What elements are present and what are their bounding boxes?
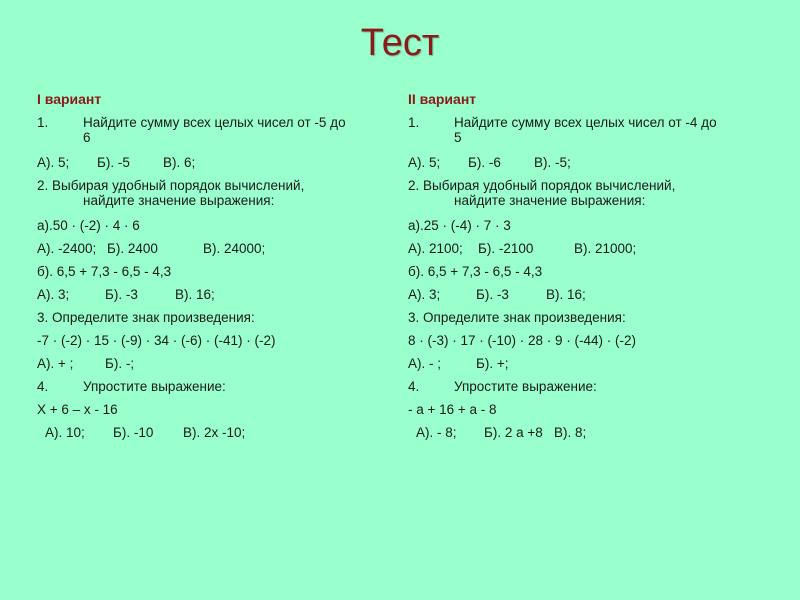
option-c: В). 21000; bbox=[574, 241, 637, 256]
question-2a-expression bbox=[408, 218, 748, 238]
question-4-expression bbox=[37, 402, 377, 422]
option-a: А). 5; bbox=[408, 155, 441, 170]
question-2-text-line-2: найдите значение выражения: bbox=[83, 193, 275, 208]
question-4-options bbox=[408, 425, 748, 445]
variant-1-column bbox=[37, 92, 377, 448]
variant-2-column bbox=[408, 92, 748, 448]
question-2b-expr-text: б). 6,5 + 7,3 - 6,5 - 4,3 bbox=[408, 264, 543, 279]
question-2-text-line-2: найдите значение выражения: bbox=[454, 193, 646, 208]
option-b: Б). -2100 bbox=[478, 241, 534, 256]
question-1-text: Найдите сумму всех целых чисел от -4 до 5 bbox=[454, 115, 717, 145]
option-a: А). - ; bbox=[408, 356, 441, 371]
option-a: А). 5; bbox=[37, 155, 70, 170]
question-3-options bbox=[408, 356, 748, 376]
question-1-options bbox=[37, 155, 377, 175]
option-a: А). 3; bbox=[37, 287, 70, 302]
option-a: А). 3; bbox=[408, 287, 441, 302]
option-b: Б). -5 bbox=[97, 155, 130, 170]
question-4 bbox=[408, 379, 748, 399]
question-3-options bbox=[37, 356, 377, 376]
question-1 bbox=[37, 115, 377, 151]
question-2a-expression bbox=[37, 218, 377, 238]
question-3-expression bbox=[37, 333, 377, 353]
question-1-number: 1. bbox=[408, 115, 420, 130]
question-3-text: 3. Определите знак произведения: bbox=[37, 310, 255, 325]
question-3-text: 3. Определите знак произведения: bbox=[408, 310, 626, 325]
question-2a-expr-text: а).50 · (-2) · 4 · 6 bbox=[37, 218, 140, 233]
question-2b-expression bbox=[37, 264, 377, 284]
option-b: Б). 2 а +8 bbox=[484, 425, 543, 440]
option-a: А). -2400; bbox=[37, 241, 97, 256]
question-2b-options bbox=[408, 287, 748, 307]
option-c: В). 16; bbox=[175, 287, 215, 302]
option-c: В). 8; bbox=[554, 425, 587, 440]
variant-1-heading: I вариант bbox=[37, 91, 102, 107]
option-b: Б). -6 bbox=[468, 155, 501, 170]
question-2a-options bbox=[408, 241, 748, 261]
option-b: Б). -3 bbox=[476, 287, 509, 302]
option-c: В). 16; bbox=[546, 287, 586, 302]
option-c: В). -5; bbox=[534, 155, 571, 170]
question-2b-expression bbox=[408, 264, 748, 284]
question-3 bbox=[408, 310, 748, 330]
option-c: В). 6; bbox=[163, 155, 196, 170]
option-c: В). 2х -10; bbox=[183, 425, 246, 440]
option-c: В). 24000; bbox=[203, 241, 266, 256]
option-b: Б). -10 bbox=[113, 425, 154, 440]
question-3-expr-text: 8 · (-3) · 17 · (-10) · 28 · 9 · (-44) · (-2) bbox=[408, 333, 637, 348]
page-title: Тест bbox=[360, 22, 440, 64]
question-1-text: Найдите сумму всех целых чисел от -5 до 6 bbox=[83, 115, 346, 145]
question-2 bbox=[37, 178, 377, 214]
question-4-options bbox=[37, 425, 377, 445]
option-b: Б). +; bbox=[476, 356, 509, 371]
question-2-text-line-1: 2. Выбирая удобный порядок вычислений, bbox=[37, 178, 305, 193]
question-4-expr-text: Х + 6 – х - 16 bbox=[37, 402, 118, 417]
question-4-expression bbox=[408, 402, 748, 422]
option-b: Б). -; bbox=[105, 356, 135, 371]
question-4-expr-text: - а + 16 + а - 8 bbox=[408, 402, 497, 417]
question-4-number: 4. bbox=[37, 379, 49, 394]
option-a: А). 2100; bbox=[408, 241, 463, 256]
question-2 bbox=[408, 178, 748, 214]
question-1 bbox=[408, 115, 748, 151]
variant-2-heading: II вариант bbox=[408, 91, 477, 107]
question-3-expression bbox=[408, 333, 748, 353]
question-4-text: Упростите выражение: bbox=[83, 379, 226, 394]
option-a: А). + ; bbox=[37, 356, 74, 371]
question-4-number: 4. bbox=[408, 379, 420, 394]
question-2a-expr-text: а).25 · (-4) · 7 · 3 bbox=[408, 218, 511, 233]
option-b: Б). 2400 bbox=[107, 241, 158, 256]
question-3 bbox=[37, 310, 377, 330]
option-a: А). - 8; bbox=[416, 425, 457, 440]
option-a: А). 10; bbox=[45, 425, 85, 440]
question-2b-expr-text: б). 6,5 + 7,3 - 6,5 - 4,3 bbox=[37, 264, 172, 279]
question-4 bbox=[37, 379, 377, 399]
question-2-text-line-1: 2. Выбирая удобный порядок вычислений, bbox=[408, 178, 676, 193]
question-3-expr-text: -7 · (-2) · 15 · (-9) · 34 · (-6) · (-41) · (-2) bbox=[37, 333, 276, 348]
question-1-options bbox=[408, 155, 748, 175]
question-2b-options bbox=[37, 287, 377, 307]
question-2a-options bbox=[37, 241, 377, 261]
option-b: Б). -3 bbox=[105, 287, 138, 302]
question-1-number: 1. bbox=[37, 115, 49, 130]
question-4-text: Упростите выражение: bbox=[454, 379, 597, 394]
